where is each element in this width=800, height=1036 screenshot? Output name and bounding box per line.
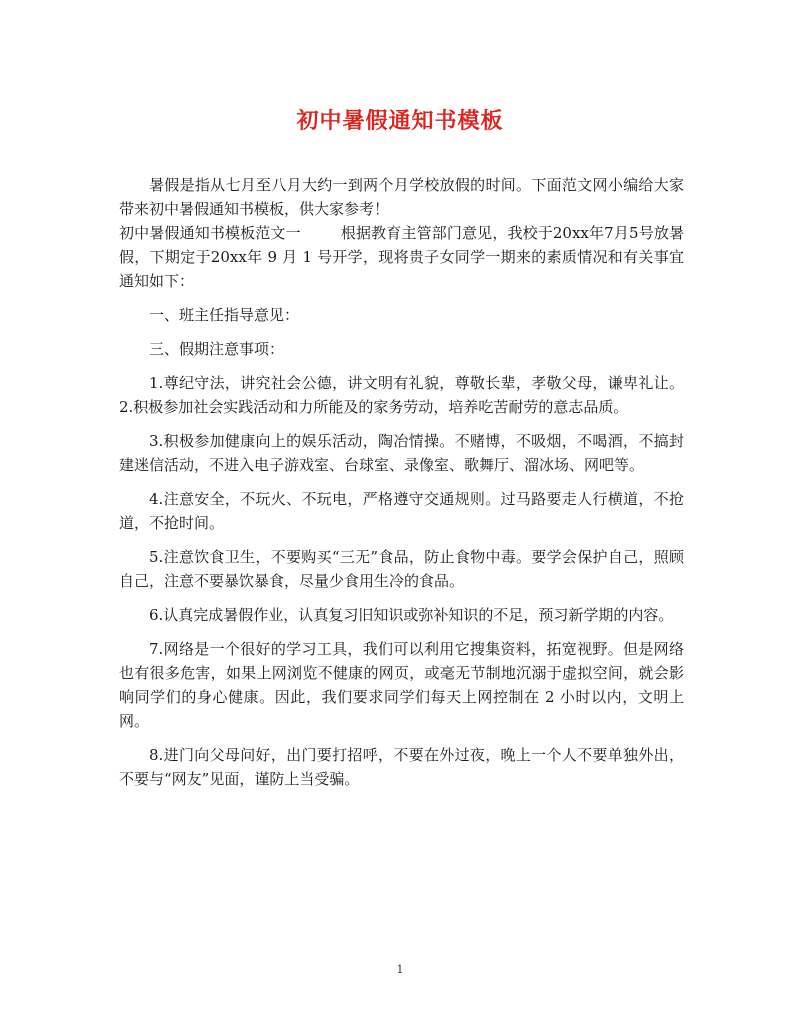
notice-item: 6.认真完成暑假作业，认真复习旧知识或弥补知识的不足，预习新学期的内容。: [149, 606, 674, 624]
notice-item: 8.进门向父母问好，出门要打招呼，不要在外过夜，晚上一个人不要单独外出，不要与“网友”见面，谨防上当受骗。: [119, 746, 684, 788]
notice-item: 7.网络是一个很好的学习工具，我们可以利用它搜集资料，拓宽视野。但是网络也有很多危害，如果上网浏览不健康的网页，或毫无节制地沉溺于虚拟空间，就会影响同学们的身心健康。因此，我们要求同学们每天上网控制在 2 小时以内，文明上网。: [119, 640, 684, 730]
sample-opening: 根据教育主管部门意见，我校于20xx年7月5号放暑假，下期定于20xx年 9 月 1 号开学，现将贵子女同学一期来的素质情况和有关事宜通知如下：: [119, 224, 684, 290]
notice-item: 3.积极参加健康向上的娱乐活动，陶冶情操。不赌博，不吸烟，不喝酒，不搞封建迷信活动，不进入电子游戏室、台球室、录像室、歌舞厅、溜冰场、网吧等。: [119, 432, 684, 474]
intro-paragraph: 暑假是指从七月至八月大约一到两个月学校放假的时间。下面范文网小编给大家带来初中暑假通知书模板，供大家参考！: [119, 176, 684, 218]
section-one-heading: 一、班主任指导意见：: [149, 306, 300, 324]
sample-paragraph: [119, 221, 684, 293]
sample-heading: 初中暑假通知书模板范文一: [119, 224, 301, 242]
document-title: 初中暑假通知书模板: [296, 108, 504, 134]
page-number: 1: [396, 963, 404, 976]
notice-item: 5.注意饮食卫生，不要购买“三无”食品，防止食物中毒。要学会保护自己，照顾自己，注意不要暴饮暴食，尽量少食用生冷的食品。: [119, 548, 684, 590]
notice-item: 1.尊纪守法，讲究社会公德，讲文明有礼貌，尊敬长辈，孝敬父母，谦卑礼让。 2.积极参加社会实践活动和力所能及的家务劳动，培养吃苦耐劳的意志品质。: [119, 374, 684, 416]
notice-item: 4.注意安全，不玩火、不玩电，严格遵守交通规则。过马路要走人行横道，不抢道，不抢时间。: [119, 490, 684, 532]
section-three-heading: 三、假期注意事项：: [149, 340, 285, 358]
document-body: [119, 173, 684, 791]
